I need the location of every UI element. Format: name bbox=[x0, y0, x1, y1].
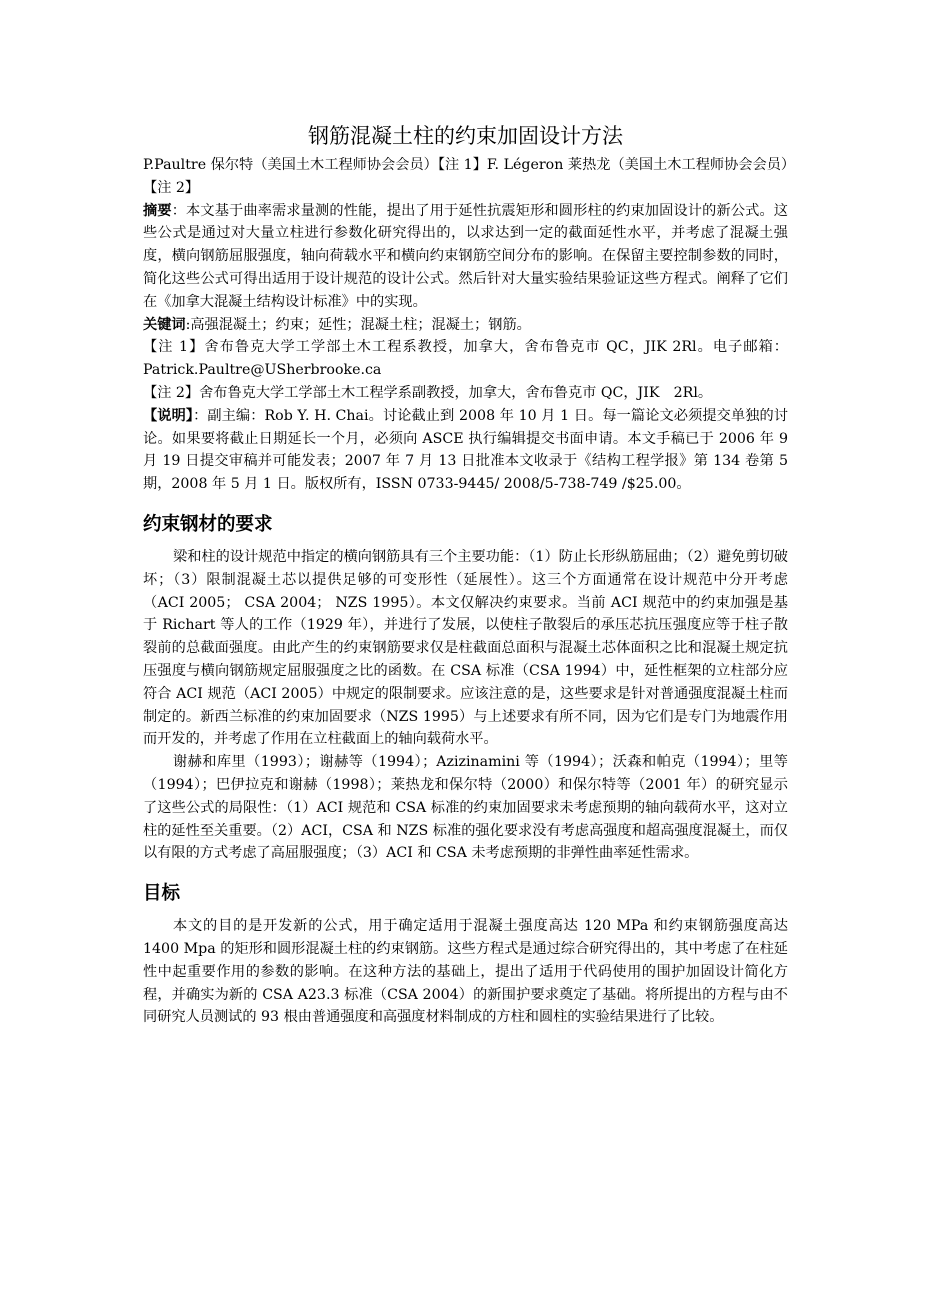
keywords bbox=[143, 314, 788, 337]
paper-title: 钢筋混凝土柱的约束加固设计方法 bbox=[308, 124, 623, 148]
abstract-label: 摘要 bbox=[143, 202, 172, 219]
explanation-note bbox=[143, 405, 788, 496]
author-line: P.Paultre 保尔特（美国土木工程师协会会员）【注 1】F. Légeron 莱热龙（美国土木工程师协会会员）【注 2】 bbox=[143, 157, 788, 196]
explanation-label: 【说明】 bbox=[143, 407, 194, 424]
section-heading-objective: 目标 bbox=[143, 883, 181, 905]
explanation-text: ：副主编：Rob Y. H. Chai。讨论截止到 2008 年 10 月 1 日。每一篇论文必须提交单独的讨论。如果要将截止日期延长一个月，必须向 ASCE 执行编辑提交书面申请。本文手稿已于 2006 年 9 月 19 日提交审稿并可能发表；2007 年 7 月 13 日批准本文收录于《结构工程学报》第 134 卷第 5 期，2008 年 5 月 1 日。版权所有，ISSN 0733-9445/ 2008/5-738-749 /$25.00。 bbox=[143, 407, 789, 493]
section-heading-confinement: 约束钢材的要求 bbox=[143, 513, 273, 535]
section1-paragraph-1: 梁和柱的设计规范中指定的横向钢筋具有三个主要功能：（1）防止长形纵筋屈曲；（2）避免剪切破坏；（3）限制混凝土芯以提供足够的可变形性（延展性）。这三个方面通常在设计规范中分开考虑（ACI 2005； CSA 2004； NZS 1995）。本文仅解决约束要求。当前 ACI 规范中的约束加强是基于 Richart 等人的工作（1929 年），并进行了发展，以使柱子散裂后的承压芯抗压强度应等于柱子散裂前的总截面强度。由此产生的约束钢筋要求仅是柱截面总面积与混凝土芯体面积之比和混凝土规定抗压强度与横向钢筋规定屈服强度之比的函数。在 CSA 标准（CSA 1994）中，延性框架的立柱部分应符合 ACI 规范（ACI 2005）中规定的限制要求。应该注意的是，这些要求是针对普通强度混凝土柱而制定的。新西兰标准的约束加固要求（NZS 1995）与上述要求有所不同，因为它们是专门为地震作用而开发的，并考虑了作用在立柱截面上的轴向载荷水平。 bbox=[143, 548, 788, 748]
section2-paragraph-1: 本文的目的是开发新的公式，用于确定适用于混凝土强度高达 120 MPa 和约束钢筋强度高达 1400 Mpa 的矩形和圆形混凝土柱的约束钢筋。这些方程式是通过综合研究得出的，其中考虑了在柱延性中起重要作用的参数的影响。在这种方法的基础上，提出了适用于代码使用的围护加固设计简化方程，并确实为新的 CSA A23.3 标准（CSA 2004）的新围护要求奠定了基础。将所提出的方程与由不同研究人员测试的 93 根由普通强度和高强度材料制成的方柱和圆柱的实验结果进行了比较。 bbox=[143, 918, 788, 1026]
footnote-2: 【注 2】舍布鲁克大学工学部土木工程学系副教授，加拿大，舍布鲁克市 QC，JIK 2Rl。 bbox=[143, 384, 713, 401]
keywords-label: 关键词 bbox=[143, 316, 186, 333]
abstract-text: ：本文基于曲率需求量测的性能，提出了用于延性抗震矩形和圆形柱的约束加固设计的新公式。这些公式是通过对大量立柱进行参数化研究得出的，以求达到一定的截面延性水平，并考虑了混凝土强度，横向钢筋屈服强度，轴向荷载水平和横向约束钢筋空间分布的影响。在保留主要控制参数的同时，简化这些公式可得出适用于设计规范的设计公式。然后针对大量实验结果验证这些方程式。阐释了它们在《加拿大混凝土结构设计标准》中的实现。 bbox=[143, 202, 788, 310]
footnote-1: 【注 1】舍布鲁克大学工学部土木工程系教授，加拿大，舍布鲁克市 QC，JIK 2Rl。电子邮箱：Patrick.Paultre@USherbrooke.ca bbox=[143, 339, 788, 379]
page-content bbox=[143, 120, 788, 1029]
keywords-text: :高强混凝土；约束；延性；混凝土柱；混凝土；钢筋。 bbox=[185, 316, 531, 333]
abstract bbox=[143, 200, 788, 314]
section1-paragraph-2: 谢赫和库里（1993）；谢赫等（1994）；Azizinamini 等（1994）；沃森和帕克（1994）；里等（1994）；巴伊拉克和谢赫（1998）；莱热龙和保尔特（2000）和保尔特等（2001 年）的研究显示了这些公式的局限性：（1）ACI 规范和 CSA 标准的约束加固要求未考虑预期的轴向载荷水平，这对立柱的延性至关重要。（2）ACI，CSA 和 NZS 标准的强化要求没有考虑高强度和超高强度混凝土，而仅以有限的方式考虑了高屈服强度；（3）ACI 和 CSA 未考虑预期的非弹性曲率延性需求。 bbox=[143, 754, 788, 862]
